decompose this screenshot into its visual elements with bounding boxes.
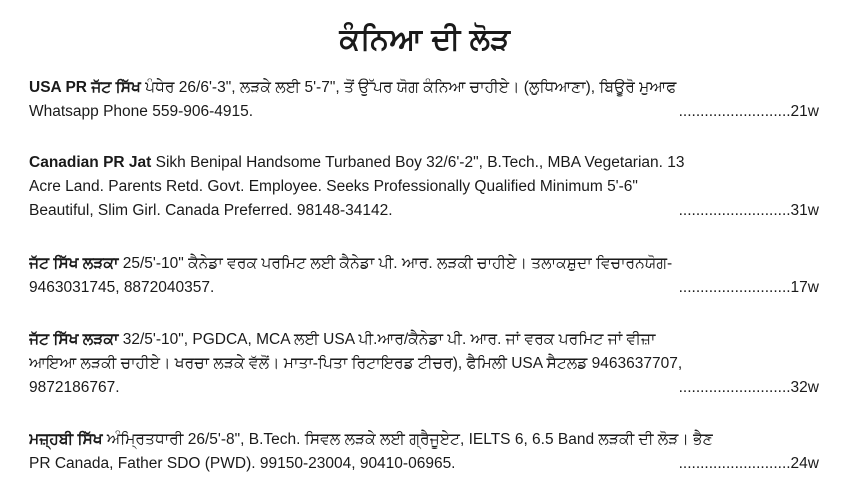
ad-line [29,252,819,276]
ad-line [29,100,819,124]
ad-line [29,452,819,476]
ad-lead: Canadian PR Jat [29,154,152,171]
ad-lead: ਮਜ਼੍ਹਬੀ ਸਿੱਖ [29,431,103,448]
classified-ad [29,252,819,300]
ad-line [29,199,819,223]
ad-text: ਪੰਧੇਰ 26/6'-3", ਲੜਕੇ ਲਈ 5'-7", ਤੋਂ ਉੱਪਰ ਯੋਗ ਕੰਨਿਆ ਚਾਹੀਏ। (ਲੁਧਿਆਣਾ), ਬਿਊਰੋ ਮੁਆਫ [140,79,677,96]
ad-line [29,76,819,100]
ad-line [29,151,819,175]
ad-reference: ..........................21w [675,100,819,124]
ad-lead: ਜੱਟ ਸਿੱਖ ਲੜਕਾ [29,255,119,272]
ad-text: 32/5'-10", PGDCA, MCA ਲਈ USA ਪੀ.ਆਰ/ਕੈਨੇਡਾ ਪੀ. ਆਰ. ਜਾਂ ਵਰਕ ਪਰਮਿਟ ਜਾਂ ਵੀਜ਼ਾ [118,331,656,348]
page-title: ਕੰਨਿਆ ਦੀ ਲੋੜ [339,23,511,56]
ad-reference: ..........................17w [675,276,819,300]
ad-text: Beautiful, Slim Girl. Canada Preferred. 98148-34142. [29,202,393,219]
ad-text: ਅੰਮ੍ਰਿਤਧਾਰੀ 26/5'-8", B.Tech. ਸਿਵਲ ਲੜਕੇ ਲਈ ਗ੍ਰੈਜੂਏਟ, IELTS 6, 6.5 Band ਲੜਕੀ ਦੀ ਲੋੜ। ਭੈਣ [102,431,713,448]
ad-reference: ..........................32w [675,376,819,400]
ad-line [29,352,819,376]
ad-line [29,376,819,400]
ad-lead: USA PR ਜੱਟ ਸਿੱਖ [29,79,141,96]
classified-ad [29,428,819,476]
ad-reference: ..........................24w [675,452,819,476]
ad-lead: ਜੱਟ ਸਿੱਖ ਲੜਕਾ [29,331,119,348]
ad-line [29,175,819,199]
classified-ad [29,76,819,124]
ad-reference: ..........................31w [675,199,819,223]
ad-text: ਆਇਆ ਲੜਕੀ ਚਾਹੀਏ। ਖਰਚਾ ਲੜਕੇ ਵੱਲੋਂ। ਮਾਤਾ-ਪਿਤਾ ਰਿਟਾਇਰਡ ਟੀਚਰ), ਫੈਮਿਲੀ USA ਸੈਟਲਡ 9463637707, [29,355,683,372]
ad-text: 9463031745, 8872040357. [29,279,215,296]
ad-line [29,276,819,300]
ad-text: PR Canada, Father SDO (PWD). 99150-23004, 90410-06965. [29,455,456,472]
classified-ad [29,328,819,400]
ad-text: 25/5'-10" ਕੈਨੇਡਾ ਵਰਕ ਪਰਮਿਟ ਲਈ ਕੈਨੇਡਾ ਪੀ. ਆਰ. ਲੜਕੀ ਚਾਹੀਏ। ਤਲਾਕਸ਼ੁਦਾ ਵਿਚਾਰਨਯੋਗ- [118,255,673,272]
ad-line [29,328,819,352]
ad-text: Acre Land. Parents Retd. Govt. Employee. Seeks Professionally Qualified Minimum 5'-6" [29,178,638,195]
ad-text: 9872186767. [29,379,120,396]
ad-line [29,428,819,452]
ad-text: Sikh Benipal Handsome Turbaned Boy 32/6'-2", B.Tech., MBA Vegetarian. 13 [151,154,685,171]
ad-text: Whatsapp Phone 559-906-4915. [29,103,254,120]
classified-ad [29,151,819,223]
